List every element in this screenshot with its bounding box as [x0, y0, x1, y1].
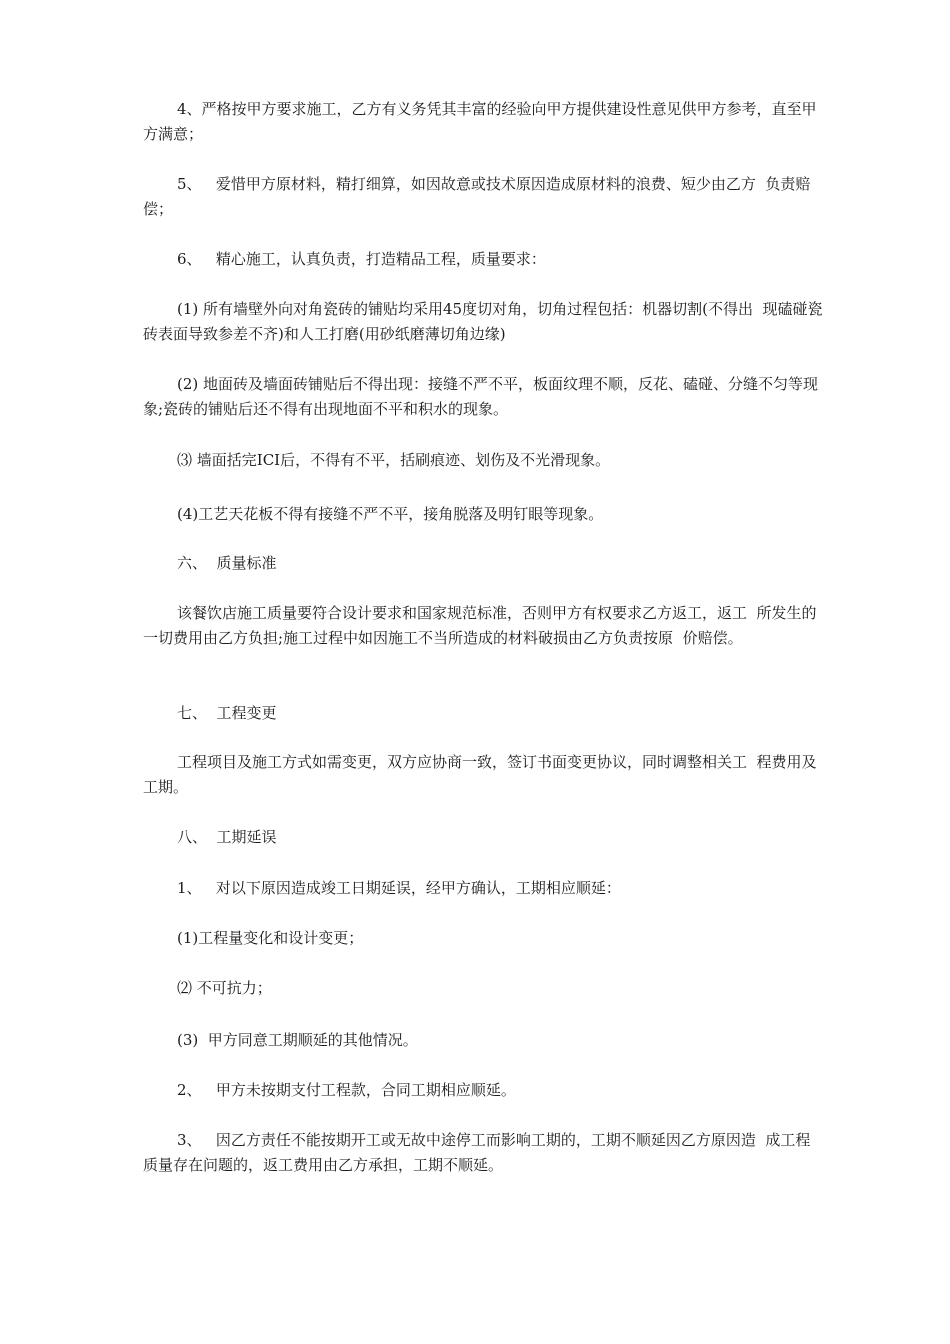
paragraph-delay-item-1: 1、 对以下原因造成竣工日期延误，经甲方确认，工期相应顺延：	[177, 879, 621, 897]
paragraph-item-6-quality: 6、 精心施工，认真负责，打造精品工程，质量要求：	[177, 250, 546, 268]
section-heading-changes: 七、 工程变更	[177, 704, 277, 722]
paragraph-sub-4-ceiling: (4)工艺天花板不得有接缝不严不平，接角脱落及明钉眼等现象。	[177, 505, 604, 523]
paragraph-delay-sub-1: (1)工程量变化和设计变更；	[177, 929, 364, 947]
section-heading-delays: 八、 工期延误	[177, 828, 277, 846]
paragraph-delay-item-3: 3、 因乙方责任不能按期开工或无故中途停工而影响工期的，工期不顺延因乙方原因造 成工程质量存在问题的，返工费用由乙方承担，工期不顺延。	[143, 1131, 811, 1174]
paragraph-changes: 工程项目及施工方式如需变更，双方应协商一致，签订书面变更协议，同时调整相关工 程费用及工期。	[143, 753, 817, 796]
paragraph-delay-sub-2: ⑵ 不可抗力；	[177, 979, 272, 997]
paragraph-quality-standard: 该餐饮店施工质量要符合设计要求和国家规范标准，否则甲方有权要求乙方返工，返工 所发生的一切费用由乙方负担;施工过程中如因施工不当所造成的材料破损由乙方负责按原 价赔偿。	[143, 604, 817, 647]
paragraph-delay-sub-3: (3) 甲方同意工期顺延的其他情况。	[177, 1031, 418, 1049]
paragraph-sub-2-floor-tiles: (2) 地面砖及墙面砖铺贴后不得出现：接缝不严不平，板面纹理不顺，反花、磕碰、分缝不匀等现象;瓷砖的铺贴后还不得有出现地面不平和积水的现象。	[143, 375, 819, 418]
paragraph-delay-item-2: 2、 甲方未按期支付工程款，合同工期相应顺延。	[177, 1081, 516, 1099]
paragraph-sub-3-wall: ⑶ 墙面括完ICI后，不得有不平，括刷痕迹、划伤及不光滑现象。	[177, 451, 611, 469]
paragraph-item-5-materials: 5、 爱惜甲方原材料，精打细算，如因故意或技术原因造成原材料的浪费、短少由乙方 负责赔偿；	[143, 175, 811, 218]
paragraph-item-4-requirements: 4、严格按甲方要求施工，乙方有义务凭其丰富的经验向甲方提供建设性意见供甲方参考，直至甲方满意；	[143, 100, 817, 143]
paragraph-sub-1-tile-corners: (1) 所有墙壁外向对角瓷砖的铺贴均采用45度切对角，切角过程包括：机器切割(不得出 现磕碰瓷砖表面导致参差不齐)和人工打磨(用砂纸磨薄切角边缘)	[143, 300, 823, 343]
section-heading-quality-standard: 六、 质量标准	[177, 554, 277, 572]
